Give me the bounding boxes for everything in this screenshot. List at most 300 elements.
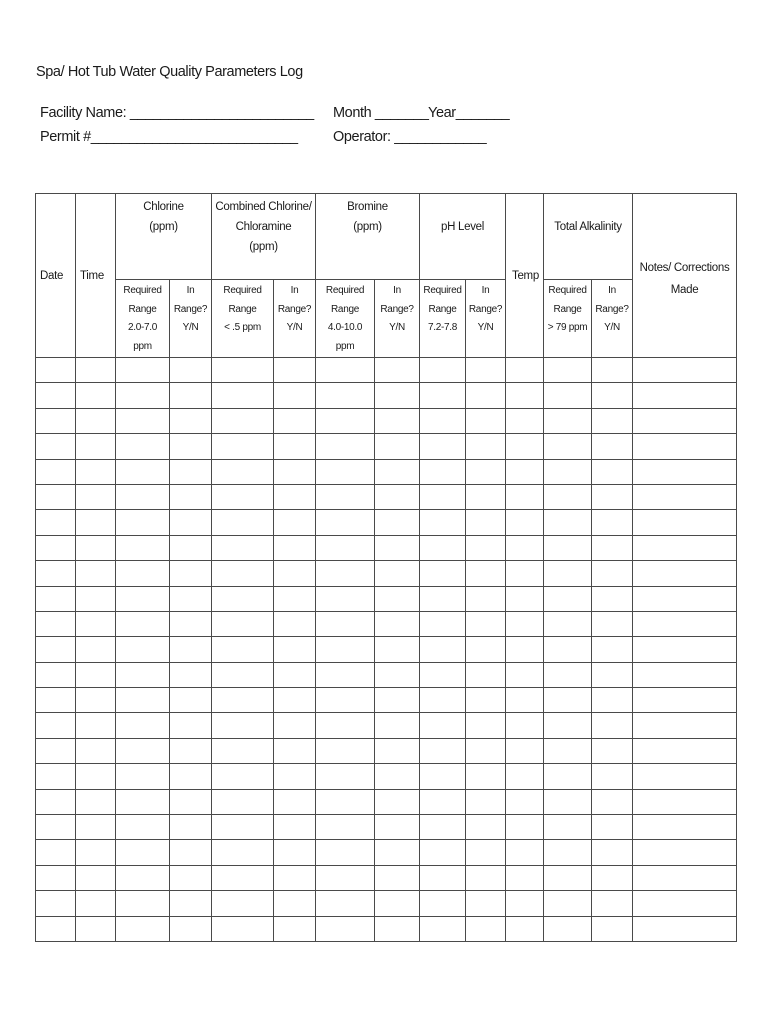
table-cell[interactable] (375, 586, 420, 611)
table-cell[interactable] (76, 789, 116, 814)
table-cell[interactable] (420, 484, 466, 509)
table-cell[interactable] (76, 865, 116, 890)
table-cell[interactable] (466, 383, 506, 408)
table-cell[interactable] (116, 764, 170, 789)
table-cell[interactable] (466, 561, 506, 586)
table-cell[interactable] (170, 865, 212, 890)
table-cell[interactable] (212, 764, 274, 789)
table-cell[interactable] (375, 713, 420, 738)
table-cell[interactable] (116, 510, 170, 535)
table-cell[interactable] (36, 713, 76, 738)
table-cell[interactable] (36, 459, 76, 484)
table-cell[interactable] (212, 611, 274, 636)
table-cell[interactable] (316, 916, 375, 941)
table-cell[interactable] (76, 815, 116, 840)
table-cell[interactable] (274, 459, 316, 484)
table-cell[interactable] (506, 611, 544, 636)
table-cell[interactable] (274, 916, 316, 941)
table-cell[interactable] (544, 535, 592, 560)
table-cell[interactable] (506, 510, 544, 535)
table-cell[interactable] (36, 738, 76, 763)
operator-field[interactable]: Operator: ____________ (333, 129, 487, 145)
table-cell[interactable] (506, 688, 544, 713)
table-cell[interactable] (375, 662, 420, 687)
table-cell[interactable] (116, 662, 170, 687)
table-cell[interactable] (76, 510, 116, 535)
table-cell[interactable] (316, 358, 375, 383)
table-cell[interactable] (212, 865, 274, 890)
table-cell[interactable] (506, 408, 544, 433)
table-cell[interactable] (506, 358, 544, 383)
table-cell[interactable] (506, 865, 544, 890)
table-cell[interactable] (316, 789, 375, 814)
table-cell[interactable] (506, 561, 544, 586)
table-cell[interactable] (506, 815, 544, 840)
table-cell[interactable] (466, 789, 506, 814)
table-cell[interactable] (466, 535, 506, 560)
table-cell[interactable] (375, 383, 420, 408)
table-cell[interactable] (36, 510, 76, 535)
table-cell[interactable] (466, 408, 506, 433)
table-cell[interactable] (76, 840, 116, 865)
table-cell[interactable] (375, 535, 420, 560)
table-cell[interactable] (316, 738, 375, 763)
table-cell[interactable] (592, 688, 633, 713)
table-cell[interactable] (76, 916, 116, 941)
table-cell[interactable] (592, 916, 633, 941)
table-cell[interactable] (274, 510, 316, 535)
table-cell[interactable] (212, 383, 274, 408)
table-cell[interactable] (506, 586, 544, 611)
table-cell[interactable] (76, 637, 116, 662)
table-cell[interactable] (274, 688, 316, 713)
table-cell[interactable] (633, 434, 737, 459)
table-cell[interactable] (36, 611, 76, 636)
table-cell[interactable] (466, 688, 506, 713)
table-cell[interactable] (633, 840, 737, 865)
table-cell[interactable] (544, 865, 592, 890)
table-cell[interactable] (420, 840, 466, 865)
table-cell[interactable] (633, 408, 737, 433)
table-cell[interactable] (466, 713, 506, 738)
table-cell[interactable] (316, 561, 375, 586)
table-cell[interactable] (116, 840, 170, 865)
table-cell[interactable] (212, 484, 274, 509)
table-cell[interactable] (466, 840, 506, 865)
table-cell[interactable] (274, 611, 316, 636)
table-cell[interactable] (466, 764, 506, 789)
table-cell[interactable] (36, 764, 76, 789)
table-cell[interactable] (212, 891, 274, 916)
table-cell[interactable] (316, 510, 375, 535)
table-cell[interactable] (592, 535, 633, 560)
table-cell[interactable] (170, 611, 212, 636)
table-cell[interactable] (466, 815, 506, 840)
table-cell[interactable] (170, 789, 212, 814)
table-cell[interactable] (316, 840, 375, 865)
table-cell[interactable] (544, 764, 592, 789)
table-cell[interactable] (633, 865, 737, 890)
table-cell[interactable] (633, 586, 737, 611)
table-cell[interactable] (116, 688, 170, 713)
table-cell[interactable] (274, 815, 316, 840)
table-cell[interactable] (633, 662, 737, 687)
table-cell[interactable] (76, 611, 116, 636)
table-cell[interactable] (76, 459, 116, 484)
table-cell[interactable] (170, 408, 212, 433)
table-cell[interactable] (633, 637, 737, 662)
table-cell[interactable] (506, 434, 544, 459)
table-cell[interactable] (375, 688, 420, 713)
table-cell[interactable] (36, 535, 76, 560)
table-cell[interactable] (592, 358, 633, 383)
table-cell[interactable] (506, 713, 544, 738)
table-cell[interactable] (116, 434, 170, 459)
table-cell[interactable] (274, 840, 316, 865)
table-cell[interactable] (592, 865, 633, 890)
table-cell[interactable] (316, 535, 375, 560)
table-cell[interactable] (633, 358, 737, 383)
table-cell[interactable] (170, 383, 212, 408)
table-cell[interactable] (420, 561, 466, 586)
table-cell[interactable] (116, 358, 170, 383)
table-cell[interactable] (544, 561, 592, 586)
table-cell[interactable] (375, 738, 420, 763)
table-cell[interactable] (544, 789, 592, 814)
table-cell[interactable] (76, 738, 116, 763)
table-cell[interactable] (466, 662, 506, 687)
table-cell[interactable] (420, 916, 466, 941)
table-cell[interactable] (170, 688, 212, 713)
table-cell[interactable] (544, 510, 592, 535)
month-field[interactable]: Month _______ (333, 105, 429, 121)
table-cell[interactable] (170, 484, 212, 509)
table-cell[interactable] (506, 662, 544, 687)
table-cell[interactable] (544, 434, 592, 459)
table-cell[interactable] (633, 383, 737, 408)
table-cell[interactable] (592, 764, 633, 789)
table-cell[interactable] (420, 764, 466, 789)
table-cell[interactable] (170, 840, 212, 865)
table-cell[interactable] (212, 738, 274, 763)
table-cell[interactable] (170, 434, 212, 459)
table-cell[interactable] (274, 713, 316, 738)
table-cell[interactable] (212, 916, 274, 941)
table-cell[interactable] (592, 662, 633, 687)
table-cell[interactable] (544, 383, 592, 408)
table-cell[interactable] (544, 662, 592, 687)
table-cell[interactable] (76, 561, 116, 586)
table-cell[interactable] (274, 586, 316, 611)
table-cell[interactable] (506, 916, 544, 941)
table-cell[interactable] (633, 611, 737, 636)
table-cell[interactable] (316, 662, 375, 687)
table-cell[interactable] (316, 865, 375, 890)
table-cell[interactable] (212, 815, 274, 840)
table-cell[interactable] (274, 383, 316, 408)
table-cell[interactable] (316, 383, 375, 408)
table-cell[interactable] (170, 358, 212, 383)
table-cell[interactable] (212, 561, 274, 586)
table-cell[interactable] (506, 637, 544, 662)
table-cell[interactable] (170, 637, 212, 662)
table-cell[interactable] (76, 358, 116, 383)
table-cell[interactable] (212, 713, 274, 738)
table-cell[interactable] (633, 459, 737, 484)
table-cell[interactable] (592, 408, 633, 433)
table-cell[interactable] (375, 434, 420, 459)
table-cell[interactable] (466, 891, 506, 916)
table-cell[interactable] (592, 383, 633, 408)
table-cell[interactable] (316, 408, 375, 433)
table-cell[interactable] (466, 586, 506, 611)
table-cell[interactable] (592, 789, 633, 814)
table-cell[interactable] (592, 510, 633, 535)
table-cell[interactable] (76, 891, 116, 916)
table-cell[interactable] (466, 738, 506, 763)
table-cell[interactable] (36, 891, 76, 916)
table-cell[interactable] (36, 789, 76, 814)
table-cell[interactable] (375, 561, 420, 586)
table-cell[interactable] (592, 840, 633, 865)
table-cell[interactable] (375, 840, 420, 865)
table-cell[interactable] (506, 459, 544, 484)
table-cell[interactable] (116, 916, 170, 941)
table-cell[interactable] (375, 484, 420, 509)
table-cell[interactable] (466, 865, 506, 890)
table-cell[interactable] (170, 891, 212, 916)
table-cell[interactable] (116, 408, 170, 433)
table-cell[interactable] (212, 840, 274, 865)
table-cell[interactable] (212, 637, 274, 662)
table-cell[interactable] (544, 713, 592, 738)
table-cell[interactable] (316, 434, 375, 459)
year-field[interactable]: Year_______ (428, 105, 510, 121)
table-cell[interactable] (420, 586, 466, 611)
table-cell[interactable] (466, 434, 506, 459)
table-cell[interactable] (633, 561, 737, 586)
table-cell[interactable] (466, 611, 506, 636)
table-cell[interactable] (36, 408, 76, 433)
table-cell[interactable] (274, 358, 316, 383)
table-cell[interactable] (420, 688, 466, 713)
table-cell[interactable] (212, 789, 274, 814)
table-cell[interactable] (420, 358, 466, 383)
table-cell[interactable] (116, 637, 170, 662)
table-cell[interactable] (544, 611, 592, 636)
table-cell[interactable] (274, 662, 316, 687)
table-cell[interactable] (76, 688, 116, 713)
table-cell[interactable] (544, 840, 592, 865)
table-cell[interactable] (420, 383, 466, 408)
table-cell[interactable] (544, 738, 592, 763)
table-cell[interactable] (633, 688, 737, 713)
table-cell[interactable] (544, 408, 592, 433)
table-cell[interactable] (420, 510, 466, 535)
table-cell[interactable] (633, 815, 737, 840)
table-cell[interactable] (375, 637, 420, 662)
table-cell[interactable] (170, 459, 212, 484)
table-cell[interactable] (633, 891, 737, 916)
table-cell[interactable] (633, 738, 737, 763)
table-cell[interactable] (420, 611, 466, 636)
table-cell[interactable] (170, 815, 212, 840)
table-cell[interactable] (76, 713, 116, 738)
table-cell[interactable] (116, 815, 170, 840)
table-cell[interactable] (212, 586, 274, 611)
table-cell[interactable] (420, 713, 466, 738)
table-cell[interactable] (116, 383, 170, 408)
table-cell[interactable] (375, 815, 420, 840)
table-cell[interactable] (316, 586, 375, 611)
table-cell[interactable] (170, 764, 212, 789)
table-cell[interactable] (633, 484, 737, 509)
table-cell[interactable] (420, 434, 466, 459)
table-cell[interactable] (76, 662, 116, 687)
table-cell[interactable] (76, 434, 116, 459)
table-cell[interactable] (76, 535, 116, 560)
table-cell[interactable] (375, 358, 420, 383)
table-cell[interactable] (375, 865, 420, 890)
table-cell[interactable] (420, 662, 466, 687)
table-cell[interactable] (506, 789, 544, 814)
table-cell[interactable] (633, 916, 737, 941)
table-cell[interactable] (420, 789, 466, 814)
table-cell[interactable] (316, 764, 375, 789)
table-cell[interactable] (375, 764, 420, 789)
table-cell[interactable] (36, 358, 76, 383)
table-cell[interactable] (170, 738, 212, 763)
table-cell[interactable] (544, 815, 592, 840)
table-cell[interactable] (212, 662, 274, 687)
table-cell[interactable] (316, 815, 375, 840)
table-cell[interactable] (375, 916, 420, 941)
table-cell[interactable] (212, 510, 274, 535)
table-cell[interactable] (466, 510, 506, 535)
table-cell[interactable] (76, 764, 116, 789)
table-cell[interactable] (36, 484, 76, 509)
table-cell[interactable] (274, 484, 316, 509)
table-cell[interactable] (420, 891, 466, 916)
table-cell[interactable] (36, 916, 76, 941)
table-cell[interactable] (116, 535, 170, 560)
table-cell[interactable] (633, 535, 737, 560)
table-cell[interactable] (506, 535, 544, 560)
table-cell[interactable] (36, 383, 76, 408)
table-cell[interactable] (274, 764, 316, 789)
table-cell[interactable] (116, 891, 170, 916)
table-cell[interactable] (592, 434, 633, 459)
table-cell[interactable] (592, 586, 633, 611)
table-cell[interactable] (316, 637, 375, 662)
table-cell[interactable] (592, 713, 633, 738)
table-cell[interactable] (466, 459, 506, 484)
table-cell[interactable] (116, 789, 170, 814)
table-cell[interactable] (36, 840, 76, 865)
table-cell[interactable] (420, 738, 466, 763)
table-cell[interactable] (170, 662, 212, 687)
permit-number-field[interactable]: Permit #___________________________ (40, 129, 298, 145)
table-cell[interactable] (466, 637, 506, 662)
table-cell[interactable] (420, 408, 466, 433)
table-cell[interactable] (633, 713, 737, 738)
table-cell[interactable] (506, 484, 544, 509)
table-cell[interactable] (375, 510, 420, 535)
table-cell[interactable] (170, 535, 212, 560)
table-cell[interactable] (212, 358, 274, 383)
table-cell[interactable] (36, 865, 76, 890)
table-cell[interactable] (633, 510, 737, 535)
table-cell[interactable] (116, 865, 170, 890)
table-cell[interactable] (274, 408, 316, 433)
table-cell[interactable] (506, 738, 544, 763)
table-cell[interactable] (544, 916, 592, 941)
table-cell[interactable] (116, 611, 170, 636)
table-cell[interactable] (592, 561, 633, 586)
table-cell[interactable] (544, 891, 592, 916)
table-cell[interactable] (420, 865, 466, 890)
table-cell[interactable] (274, 865, 316, 890)
table-cell[interactable] (544, 688, 592, 713)
table-cell[interactable] (116, 561, 170, 586)
table-cell[interactable] (76, 484, 116, 509)
table-cell[interactable] (633, 789, 737, 814)
table-cell[interactable] (592, 738, 633, 763)
table-cell[interactable] (212, 535, 274, 560)
table-cell[interactable] (316, 713, 375, 738)
table-cell[interactable] (544, 484, 592, 509)
table-cell[interactable] (592, 815, 633, 840)
table-cell[interactable] (36, 586, 76, 611)
table-cell[interactable] (544, 586, 592, 611)
table-cell[interactable] (274, 535, 316, 560)
table-cell[interactable] (116, 459, 170, 484)
table-cell[interactable] (116, 484, 170, 509)
table-cell[interactable] (170, 916, 212, 941)
table-cell[interactable] (592, 611, 633, 636)
table-cell[interactable] (170, 510, 212, 535)
table-cell[interactable] (420, 535, 466, 560)
table-cell[interactable] (36, 561, 76, 586)
table-cell[interactable] (420, 815, 466, 840)
table-cell[interactable] (116, 586, 170, 611)
table-cell[interactable] (375, 789, 420, 814)
table-cell[interactable] (116, 713, 170, 738)
table-cell[interactable] (170, 561, 212, 586)
table-cell[interactable] (592, 637, 633, 662)
table-cell[interactable] (274, 434, 316, 459)
table-cell[interactable] (316, 484, 375, 509)
table-cell[interactable] (36, 688, 76, 713)
table-cell[interactable] (506, 764, 544, 789)
table-cell[interactable] (316, 891, 375, 916)
table-cell[interactable] (274, 789, 316, 814)
table-cell[interactable] (466, 358, 506, 383)
table-cell[interactable] (544, 459, 592, 484)
table-cell[interactable] (76, 408, 116, 433)
table-cell[interactable] (466, 916, 506, 941)
table-cell[interactable] (375, 611, 420, 636)
table-cell[interactable] (170, 586, 212, 611)
table-cell[interactable] (36, 637, 76, 662)
table-cell[interactable] (274, 637, 316, 662)
table-cell[interactable] (36, 662, 76, 687)
table-cell[interactable] (506, 383, 544, 408)
table-cell[interactable] (76, 383, 116, 408)
table-cell[interactable] (420, 459, 466, 484)
table-cell[interactable] (212, 688, 274, 713)
table-cell[interactable] (375, 459, 420, 484)
